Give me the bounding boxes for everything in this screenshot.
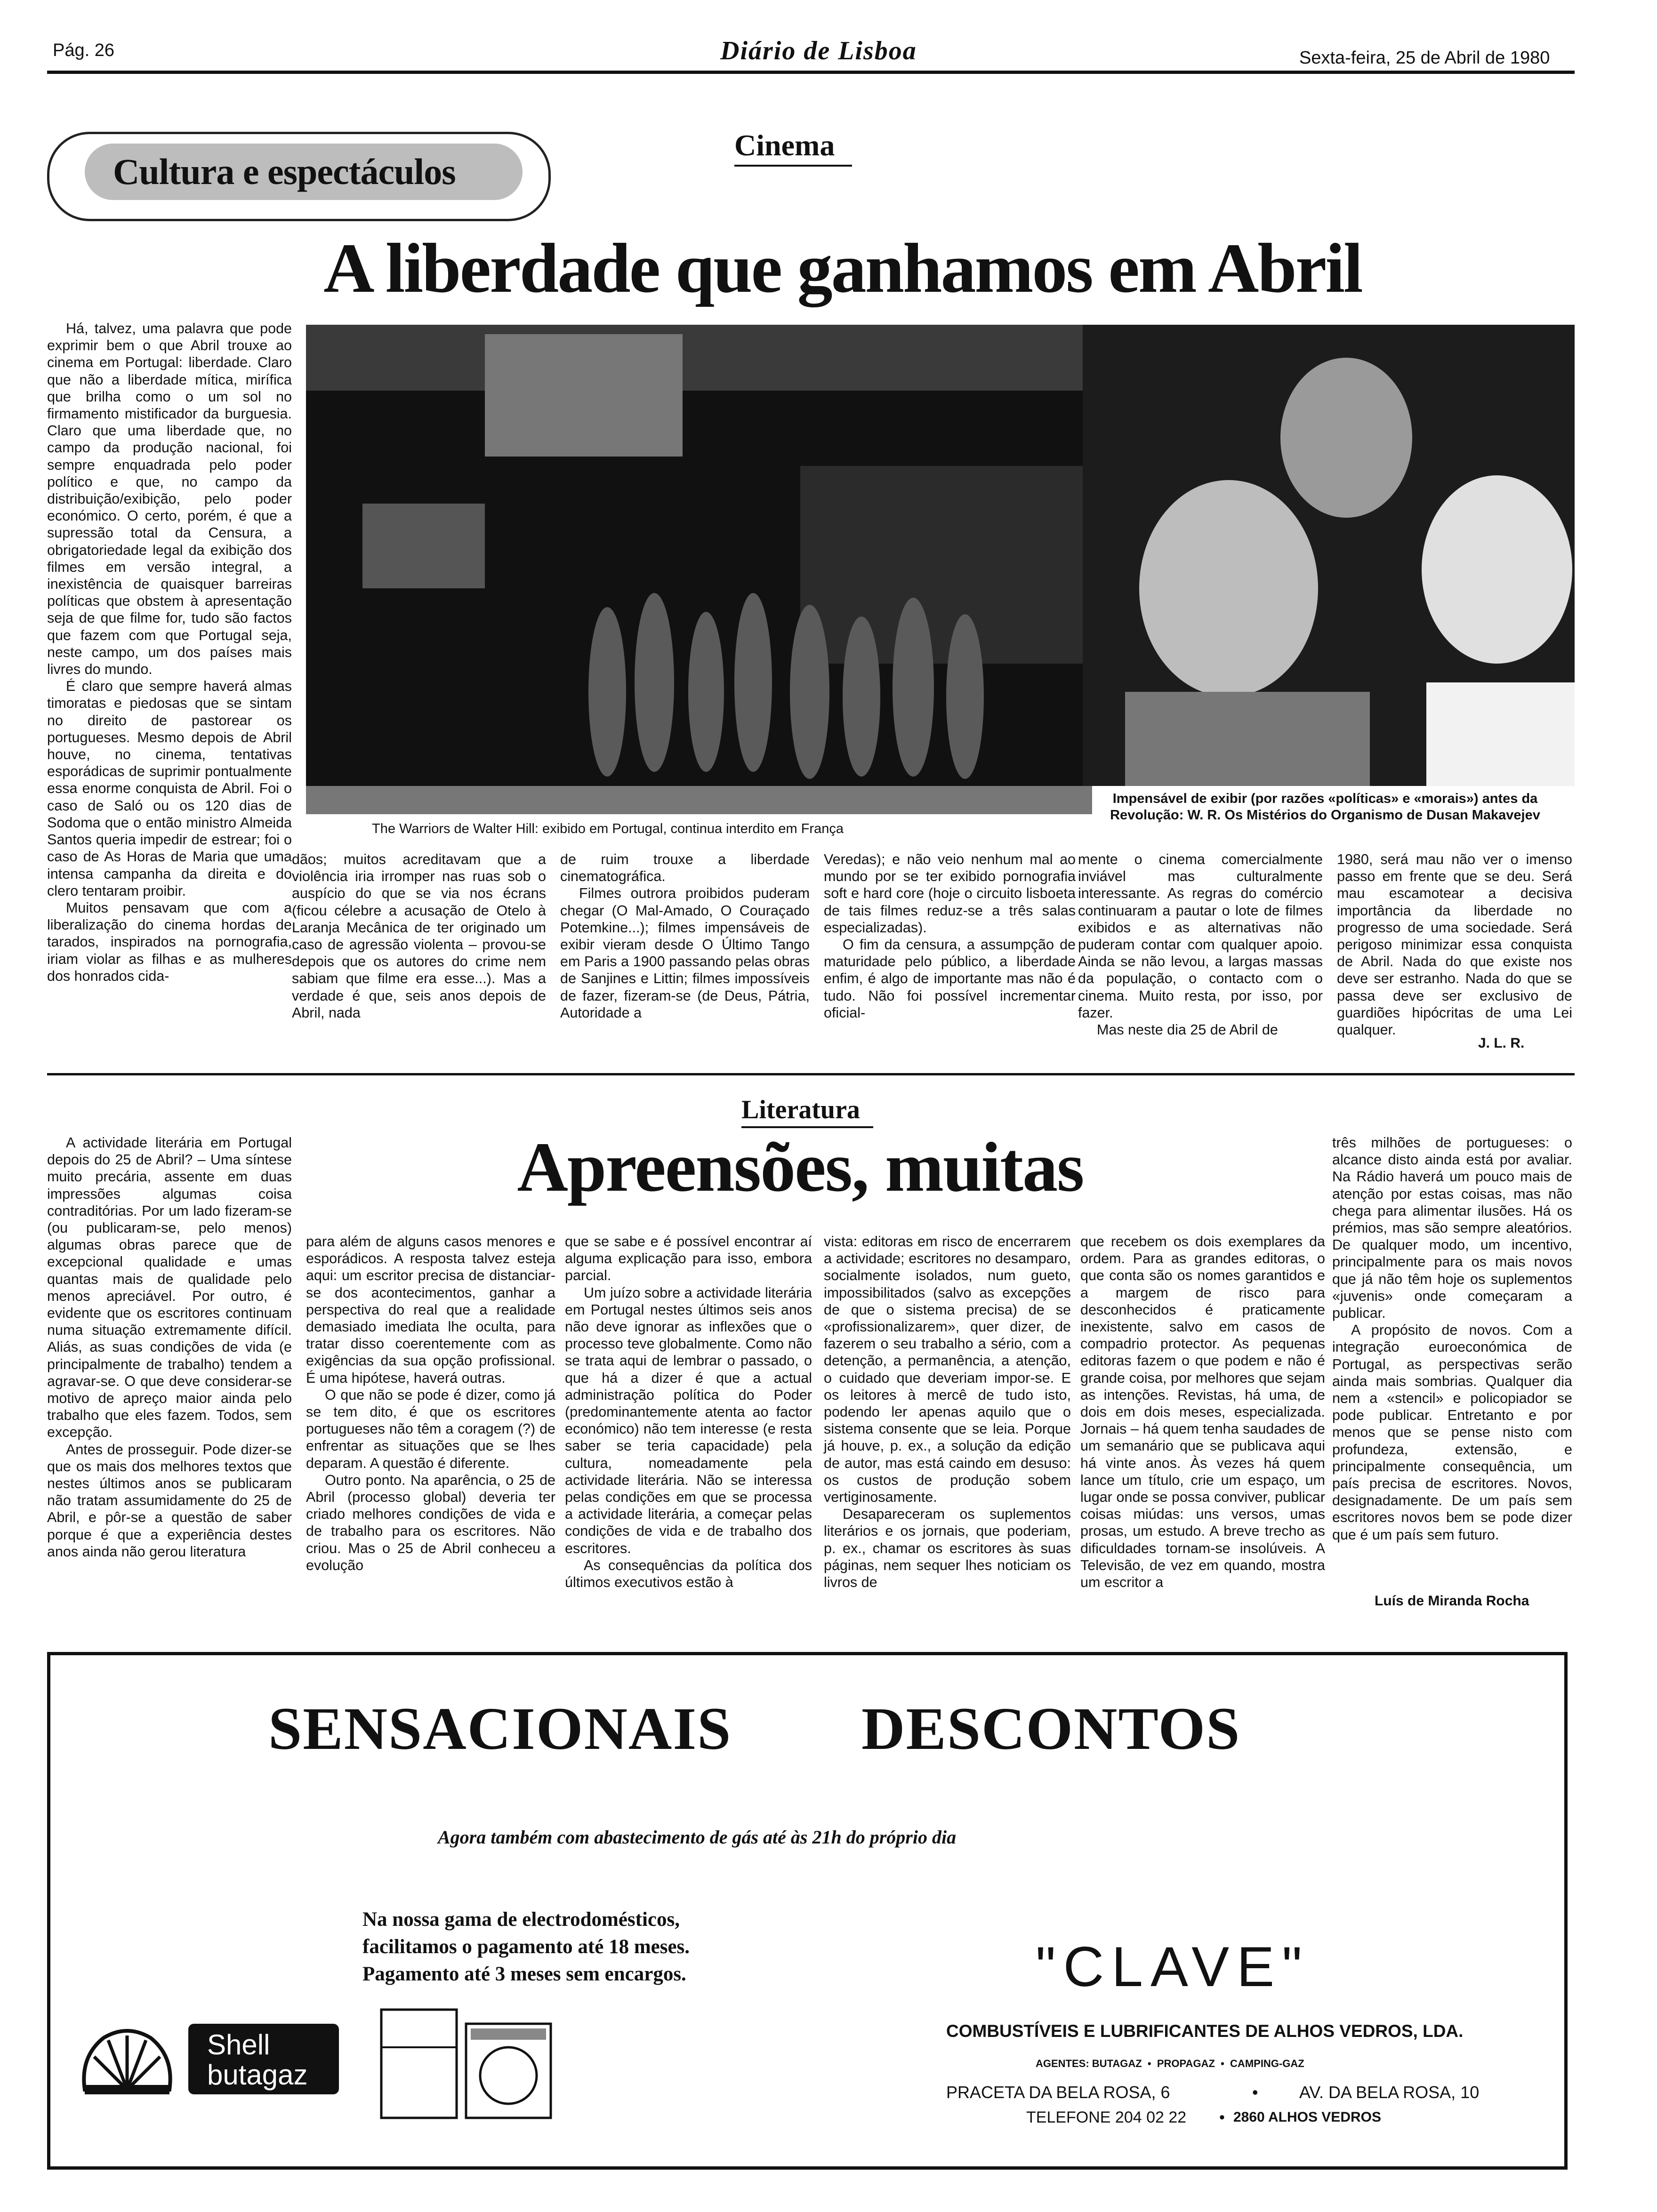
literatura-paragraph: Outro ponto. Na aparência, o 25 de Abril (processo global) deveria ter criado melhores condições de vida e de trabalho para os escritores. Não criou. Mas o 25 de Abril conheceu a evolução: [306, 1472, 555, 1573]
cinema-paragraph: Muitos pensavam que com a liberalização do cinema hordas de tarados, inspirados na pornografia, iriam violar as filhas e as mulheres dos honrados cida-: [47, 899, 292, 984]
literatura-paragraph: Um juízo sobre a actividade literária em Portugal nestes últimos seis anos não deve ignorar as inflexões que o processo teve globalmente. Como não se trata aqui de lembrar o passado, o que há a dizer é que a actual administração política do Poder (predominantemente atenta ao factor económico) não tem interesse (e resta saber se teria capacidade) pela cultura, nomeadamente pela actividade literária. Não se interessa pelas condições em que se processa a actividade literária, a começar pelas condições de vida e de trabalho dos escritores.: [565, 1284, 812, 1556]
kicker-underline: [734, 165, 852, 167]
literatura-paragraph: vista: editoras em risco de encerrarem a actividade; escritores no desamparo, socialmente isolados, num gueto, impossibilitados (salvo as excepções de que o sistema precisa) de se «profissionalizarem», quer dizer, de fazerem o seu trabalho a sério, com a detenção, a permanência, a atenção, o cuidado que deveriam impor-se. E os leitores à mercê de tudo isto, podendo ler apenas aquilo que o sistema consente que se leia. Porque já houve, p. ex., a solução da edição de autor, mas está caindo em desuso: os custos de produção sobem vertiginosamente.: [824, 1234, 1071, 1506]
cinema-article-column-4: [824, 851, 1076, 1021]
ad-subline: Agora também com abastecimento de gás até às 21h do próprio dia: [438, 1827, 957, 1848]
literatura-article-column-3: [565, 1233, 812, 1591]
literatura-paragraph: Antes de prosseguir. Pode dizer-se que os mais dos melhores textos que nestes últimos anos se publicaram não tratam assumidamente do 25 de Abril, e pôr-se a questão de saber porque é que a experiência destes anos ainda não gerou literatura: [47, 1441, 292, 1560]
masthead: Diário de Lisboa: [720, 36, 917, 65]
section-divider: [47, 1073, 1575, 1075]
literatura-signature: Luís de Miranda Rocha: [1375, 1593, 1529, 1609]
shell-icon: [75, 2019, 179, 2099]
cinema-headline: A liberdade que ganhamos em Abril: [323, 229, 1362, 307]
literatura-paragraph: As consequências da política dos últimos executivos estão à: [565, 1557, 812, 1591]
clave-address-left: PRACETA DA BELA ROSA, 6: [946, 2083, 1170, 2102]
section-badge-label: Cultura e espectáculos: [113, 151, 456, 192]
issue-date: Sexta-feira, 25 de Abril de 1980: [1299, 48, 1550, 68]
literatura-paragraph: para além de alguns casos menores e esporádicos. A resposta talvez esteja aqui: um escritor precisa de distanciar-se dos acontecimentos, ganhar a perspectiva do real que a realidade demasiado imediata lhe oculta, para tratar disso coerentemente com as exigências da sua opção profissional. É uma hipótese, haverá outras.: [306, 1234, 555, 1386]
photo-wr-mysteries-image: [1083, 325, 1575, 786]
literatura-paragraph: A actividade literária em Portugal depois do 25 de Abril? – Uma síntese muito precária, assente em duas impressões algumas coisa contraditórias. Por um lado fizeram-se (ou publicaram-se, pelo menos) algumas obras parece que de excepcional qualidade e umas quantas mais de qualidade pelo menos apreciável. Por outro, é evidente que os escritores continuam numa situação extremamente difícil. Aliás, as suas condições de vida (e principalmente de trabalho) tendem a agravar-se. O que deve considerar-se motivo de apreço maior ainda pelo trabalho que eles fazem. Todos, sem excepção.: [47, 1135, 292, 1441]
literatura-article-column-5: [1080, 1233, 1325, 1591]
literatura-article-column-6: [1332, 1134, 1572, 1543]
clave-town: 2860 ALHOS VEDROS: [1233, 2109, 1381, 2125]
literatura-paragraph: Desapareceram os suplementos literários e os jornais, que poderiam, p. ex., chamar os escritores às suas páginas, nem sequer lhes noticiam os livros de: [824, 1506, 1071, 1591]
cinema-article-column-6: [1337, 851, 1572, 1038]
clave-agents: AGENTES: BUTAGAZ • PROPAGAZ • CAMPING-GAZ: [1036, 2058, 1304, 2069]
photo-the-warriors: [306, 325, 1092, 814]
cinema-paragraph: É claro que sempre haverá almas timoratas e piedosas que se sintam no direito de pastorear os portugueses. Mesmo depois de Abril houve, no cinema, tentativas esporádicas de suprimir pontualmente essa enorme conquista de Abril. Foi o caso de Saló ou os 120 dias de Sodoma que o então ministro Almeida Santos queria impedir de estrear; foi o caso de As Horas de Maria que uma intensa campanha da direita e do clero tentaram proibir.: [47, 678, 292, 899]
butagaz-label: butagaz: [207, 2059, 308, 2091]
cinema-article-column-5: [1078, 851, 1323, 1038]
header-rule: [47, 71, 1575, 74]
shell-logo: [75, 2019, 339, 2104]
clave-phone: TELEFONE 204 02 22: [1026, 2108, 1187, 2126]
photo-caption-warriors: The Warriors de Walter Hill: exibido em Portugal, continua interdito em França: [372, 821, 844, 836]
photo-the-warriors-image: [306, 325, 1092, 814]
clave-bullet-1: •: [1252, 2083, 1258, 2102]
literatura-paragraph: A propósito de novos. Com a integração euroeconómica de Portugal, as perspectivas serão ainda mais sombrias. Qualquer dia nem a «stencil» e policopiador se pode publicar. Entretanto e por menos que se pense nisto com profundeza, extensão, e principalmente consequência, um país precisa de escritores. Novos, designadamente. De um país sem escritores novos bem se pode dizer que é um país sem futuro.: [1332, 1322, 1572, 1543]
cinema-paragraph: Veredas); e não veio nenhum mal ao mundo por se ter exibido pornografia soft e hard core (hoje o circuito lisboeta de tais filmes reduz-se a três salas especializadas).: [824, 851, 1076, 936]
clave-bullet-2: •: [1219, 2108, 1225, 2126]
cinema-article-column-2: [292, 851, 546, 1021]
clave-company: COMBUSTÍVEIS E LUBRIFICANTES DE ALHOS VEDROS, LDA.: [946, 2021, 1464, 2041]
cinema-paragraph: Filmes outrora proibidos puderam chegar (O Mal-Amado, O Couraçado Potemkine...); filmes impensáveis de exibir vieram desde O Último Tango em Paris a 1900 passando pelas obras de Sanjines e Littin; filmes impossíveis de fazer, fizeram-se (de Deus, Pátria, Autoridade a: [560, 885, 810, 1021]
cinema-paragraph: 1980, será mau não ver o imenso passo em frente que se deu. Será mau escamotear a decisiva importância da liberdade no progresso de uma sociedade. Será perigoso minimizar essa conquista de Abril. Nada do que existe nos deve ser estranho. Nada do que se passa deve ser exclusivo de guardiões hipócritas de uma Lei qualquer.: [1337, 851, 1572, 1038]
cinema-paragraph: Há, talvez, uma palavra que pode exprimir bem o que Abril trouxe ao cinema em Portugal: liberdade. Claro que não a liberdade mítica, mirífica que brilha como o um sol no firmamento mistificador da burguesia. Claro que uma liberdade que, no campo da produção nacional, foi sempre enquadrada pelo poder político e que, no campo da distribuição/exibição, pelo poder económico. O certo, porém, é que a supressão total da Censura, a obrigatoriedade legal da exibição dos filmes em versão integral, a inexistência de quaisquer barreiras políticas que obstem à apresentação seja de que filme for, tudo são factos que fazem com que Portugal seja, neste campo, um dos países mais livres do mundo.: [47, 321, 292, 678]
shell-label: Shell: [207, 2029, 270, 2060]
literatura-article-column-1: [47, 1134, 292, 1560]
ad-headline-left: SENSACIONAIS: [268, 1695, 732, 1762]
cinema-article-column-3: [560, 851, 810, 1021]
literatura-paragraph: que recebem os dois exemplares da ordem. Para as grandes editoras, o que conta são os nomes garantidos e a margem de risco para desconhecidos é praticamente inexistente, salvo em casos de compadrio protector. As pequenas editoras fazem o que podem e não é grande coisa, por melhores que sejam as intenções. Revistas, há uma, de dois em dois meses, especializada. Jornais – há quem tenha saudades de um semanário que se publicava aqui há vinte anos. Às vezes há quem lance um título, crie um espaço, um lugar onde se possa conviver, publicar coisas miúdas: uns versos, umas prosas, um estudo. A breve trecho as dificuldades tornam-se insolúveis. A Televisão, de vez em quando, mostra um escritor a: [1080, 1234, 1325, 1591]
literatura-paragraph: que se sabe e é possível encontrar aí alguma explicação para isso, embora parcial.: [565, 1234, 812, 1284]
literatura-article-column-2: [306, 1233, 555, 1574]
literatura-kicker: Literatura: [741, 1095, 860, 1124]
clave-address-right: AV. DA BELA ROSA, 10: [1299, 2083, 1480, 2102]
cinema-article-column-1: [47, 320, 292, 985]
ad-headline-right: DESCONTOS: [861, 1695, 1241, 1762]
page-number: Pág. 26: [53, 40, 114, 60]
literatura-paragraph: três milhões de portugueses: o alcance disto ainda está por avaliar. Na Rádio haverá um pouco mais de atenção por estas coisas, mas não chega para alimentar ilusões. Há os prémios, mas são sempre aleatórios. De qualquer modo, um incentivo, principalmente para os mais novos que já não têm hoje os suplementos «juvenis» onde começaram a publicar.: [1332, 1135, 1572, 1322]
appliances-icon: [377, 2005, 560, 2123]
literatura-headline: Apreensões, muitas: [517, 1128, 1084, 1206]
cinema-paragraph: mente o cinema comercialmente inviável mas culturalmente interessante. As regras do comércio continuaram a pautar o lote de filmes exibidos e as alternativas não puderam contar com qualquer apoio. Ainda se não levou, a largas massas da população, o contacto com o cinema. Muito resta, por isso, por fazer.: [1078, 851, 1323, 1021]
cinema-paragraph: dãos; muitos acreditavam que a violência iria irromper nas ruas sob o auspício do que se via nos écrans (ficou célebre a acusação de Otelo à Laranja Mecânica de ter originado um caso de agressão violenta – provou-se depois que os autores do crime nem sabiam que filme era esse...). Mas a verdade é que, seis anos depois de Abril, nada: [292, 851, 546, 1021]
clave-brand: "CLAVE": [1036, 1935, 1310, 1998]
ad-body: Na nossa gama de electrodomésticos, facilitamos o pagamento até 18 meses. Pagamento até 3 meses sem encargos.: [362, 1908, 690, 1985]
cinema-paragraph: O fim da censura, a assumpção de maturidade pelo público, a liberdade enfim, é algo de importante mas não é tudo. Não foi possível incrementar oficial-: [824, 937, 1076, 1021]
butagaz-badge: [188, 2024, 339, 2094]
cinema-signature: J. L. R.: [1478, 1035, 1525, 1051]
photo-caption-wr: Impensável de exibir (por razões «políticas» e «morais») antes da Revolução: W. R. Os Mistérios do Organismo de Dusan Makavejev: [1110, 791, 1540, 823]
literatura-article-column-4: [824, 1233, 1071, 1591]
cinema-paragraph: Mas neste dia 25 de Abril de: [1097, 1022, 1278, 1038]
cinema-paragraph: de ruim trouxe a liberdade cinematográfica.: [560, 851, 810, 885]
literatura-paragraph: O que não se pode é dizer, como já se tem dito, é que os escritores portugueses não têm a coragem (?) de enfrentar as situações que se lhes deparam. A questão é diferente.: [306, 1387, 555, 1471]
photo-wr-mysteries: [1083, 325, 1575, 786]
cinema-kicker: Cinema: [734, 128, 835, 162]
appliances-illustration: [377, 2005, 560, 2123]
